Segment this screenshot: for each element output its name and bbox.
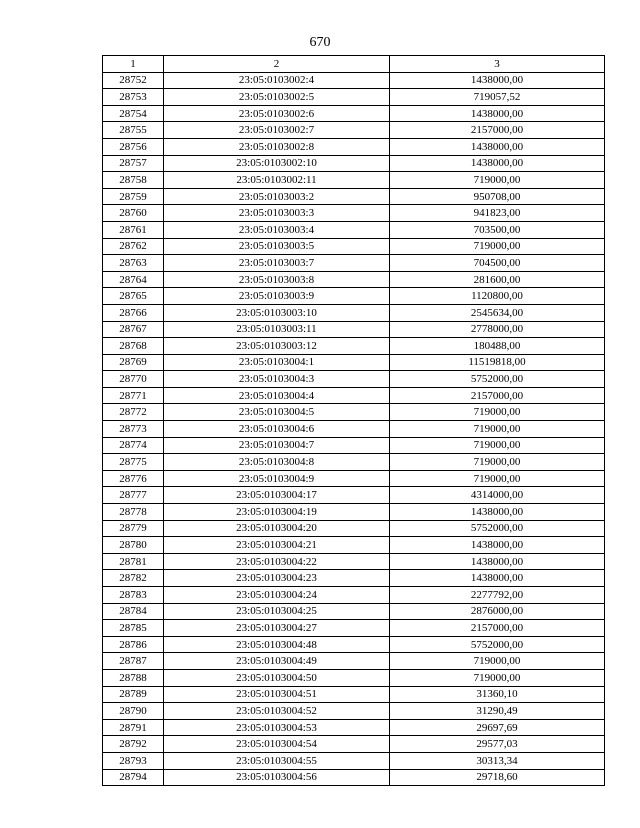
table-row xyxy=(103,537,605,554)
table-row xyxy=(103,454,605,471)
column-header-1: 1 xyxy=(103,56,164,73)
table-row xyxy=(103,421,605,438)
cadastral-number-cell: 23:05:0103004:5 xyxy=(164,404,390,421)
cadastral-number-cell: 23:05:0103003:2 xyxy=(164,188,390,205)
row-number-cell: 28756 xyxy=(103,138,164,155)
table-row xyxy=(103,221,605,238)
table-row xyxy=(103,321,605,338)
row-number-cell: 28789 xyxy=(103,686,164,703)
value-cell: 704500,00 xyxy=(390,255,605,272)
row-number-cell: 28779 xyxy=(103,520,164,537)
cadastral-number-cell: 23:05:0103002:4 xyxy=(164,72,390,89)
value-cell: 29718,60 xyxy=(390,769,605,786)
cadastral-number-cell: 23:05:0103002:7 xyxy=(164,122,390,139)
table-row xyxy=(103,504,605,521)
row-number-cell: 28787 xyxy=(103,653,164,670)
row-number-cell: 28783 xyxy=(103,587,164,604)
value-cell: 1438000,00 xyxy=(390,504,605,521)
cadastral-number-cell: 23:05:0103004:49 xyxy=(164,653,390,670)
value-cell: 29697,69 xyxy=(390,719,605,736)
table-row xyxy=(103,620,605,637)
cadastral-number-cell: 23:05:0103004:19 xyxy=(164,504,390,521)
value-cell: 1438000,00 xyxy=(390,138,605,155)
value-cell: 719000,00 xyxy=(390,172,605,189)
row-number-cell: 28790 xyxy=(103,703,164,720)
table-row xyxy=(103,338,605,355)
value-cell: 2277792,00 xyxy=(390,587,605,604)
page-number: 670 xyxy=(309,35,331,50)
row-number-cell: 28769 xyxy=(103,354,164,371)
cadastral-number-cell: 23:05:0103004:21 xyxy=(164,537,390,554)
value-cell: 2778000,00 xyxy=(390,321,605,338)
row-number-cell: 28762 xyxy=(103,238,164,255)
table-row xyxy=(103,138,605,155)
table-row xyxy=(103,371,605,388)
value-cell: 180488,00 xyxy=(390,338,605,355)
row-number-cell: 28765 xyxy=(103,288,164,305)
table-row xyxy=(103,238,605,255)
row-number-cell: 28782 xyxy=(103,570,164,587)
value-cell: 941823,00 xyxy=(390,205,605,222)
row-number-cell: 28780 xyxy=(103,537,164,554)
value-cell: 1438000,00 xyxy=(390,570,605,587)
row-number-cell: 28794 xyxy=(103,769,164,786)
cadastral-number-cell: 23:05:0103002:10 xyxy=(164,155,390,172)
cadastral-number-cell: 23:05:0103004:23 xyxy=(164,570,390,587)
table-row xyxy=(103,172,605,189)
table-row xyxy=(103,188,605,205)
table-row xyxy=(103,553,605,570)
cadastral-number-cell: 23:05:0103004:7 xyxy=(164,437,390,454)
value-cell: 719000,00 xyxy=(390,404,605,421)
table-row xyxy=(103,752,605,769)
table-row xyxy=(103,89,605,106)
cadastral-number-cell: 23:05:0103002:8 xyxy=(164,138,390,155)
cadastral-number-cell: 23:05:0103004:1 xyxy=(164,354,390,371)
table-row xyxy=(103,288,605,305)
table-row xyxy=(103,105,605,122)
value-cell: 1438000,00 xyxy=(390,105,605,122)
table-row xyxy=(103,653,605,670)
value-cell: 2157000,00 xyxy=(390,122,605,139)
value-cell: 719000,00 xyxy=(390,437,605,454)
row-number-cell: 28758 xyxy=(103,172,164,189)
row-number-cell: 28776 xyxy=(103,470,164,487)
cadastral-number-cell: 23:05:0103004:6 xyxy=(164,421,390,438)
value-cell: 719000,00 xyxy=(390,669,605,686)
table-row xyxy=(103,404,605,421)
value-cell: 31290,49 xyxy=(390,703,605,720)
table-row xyxy=(103,271,605,288)
value-cell: 1438000,00 xyxy=(390,553,605,570)
value-cell: 1438000,00 xyxy=(390,155,605,172)
cadastral-number-cell: 23:05:0103002:11 xyxy=(164,172,390,189)
row-number-cell: 28768 xyxy=(103,338,164,355)
cadastral-number-cell: 23:05:0103004:24 xyxy=(164,587,390,604)
table-row xyxy=(103,703,605,720)
table-row xyxy=(103,255,605,272)
cadastral-number-cell: 23:05:0103004:17 xyxy=(164,487,390,504)
cadastral-number-cell: 23:05:0103004:51 xyxy=(164,686,390,703)
row-number-cell: 28793 xyxy=(103,752,164,769)
table-row xyxy=(103,155,605,172)
value-cell: 2157000,00 xyxy=(390,620,605,637)
table-row xyxy=(103,387,605,404)
table-row xyxy=(103,205,605,222)
cadastral-number-cell: 23:05:0103004:48 xyxy=(164,636,390,653)
value-cell: 31360,10 xyxy=(390,686,605,703)
value-cell: 4314000,00 xyxy=(390,487,605,504)
cadastral-number-cell: 23:05:0103003:11 xyxy=(164,321,390,338)
cadastral-number-cell: 23:05:0103004:22 xyxy=(164,553,390,570)
table-row xyxy=(103,769,605,786)
value-cell: 1438000,00 xyxy=(390,537,605,554)
value-cell: 719000,00 xyxy=(390,470,605,487)
value-cell: 5752000,00 xyxy=(390,520,605,537)
row-number-cell: 28788 xyxy=(103,669,164,686)
row-number-cell: 28755 xyxy=(103,122,164,139)
table-row xyxy=(103,636,605,653)
value-cell: 719057,52 xyxy=(390,89,605,106)
value-cell: 29577,03 xyxy=(390,736,605,753)
cadastral-number-cell: 23:05:0103003:3 xyxy=(164,205,390,222)
table-row xyxy=(103,354,605,371)
row-number-cell: 28786 xyxy=(103,636,164,653)
row-number-cell: 28760 xyxy=(103,205,164,222)
value-cell: 5752000,00 xyxy=(390,371,605,388)
value-cell: 719000,00 xyxy=(390,421,605,438)
cadastral-number-cell: 23:05:0103004:3 xyxy=(164,371,390,388)
value-cell: 950708,00 xyxy=(390,188,605,205)
cadastral-number-cell: 23:05:0103003:12 xyxy=(164,338,390,355)
registry-table xyxy=(102,55,605,786)
cadastral-number-cell: 23:05:0103004:27 xyxy=(164,620,390,637)
cadastral-number-cell: 23:05:0103002:5 xyxy=(164,89,390,106)
value-cell: 719000,00 xyxy=(390,653,605,670)
value-cell: 2545634,00 xyxy=(390,304,605,321)
cadastral-number-cell: 23:05:0103004:55 xyxy=(164,752,390,769)
row-number-cell: 28761 xyxy=(103,221,164,238)
table-row xyxy=(103,470,605,487)
cadastral-number-cell: 23:05:0103004:25 xyxy=(164,603,390,620)
table-body xyxy=(103,72,605,786)
value-cell: 11519818,00 xyxy=(390,354,605,371)
column-header-2: 2 xyxy=(164,56,390,73)
row-number-cell: 28791 xyxy=(103,719,164,736)
table-row xyxy=(103,122,605,139)
cadastral-number-cell: 23:05:0103003:9 xyxy=(164,288,390,305)
cadastral-number-cell: 23:05:0103004:52 xyxy=(164,703,390,720)
value-cell: 719000,00 xyxy=(390,454,605,471)
row-number-cell: 28777 xyxy=(103,487,164,504)
cadastral-number-cell: 23:05:0103004:20 xyxy=(164,520,390,537)
table-row xyxy=(103,487,605,504)
cadastral-number-cell: 23:05:0103004:53 xyxy=(164,719,390,736)
value-cell: 281600,00 xyxy=(390,271,605,288)
row-number-cell: 28763 xyxy=(103,255,164,272)
value-cell: 2157000,00 xyxy=(390,387,605,404)
cadastral-number-cell: 23:05:0103003:5 xyxy=(164,238,390,255)
cadastral-number-cell: 23:05:0103004:54 xyxy=(164,736,390,753)
row-number-cell: 28784 xyxy=(103,603,164,620)
cadastral-number-cell: 23:05:0103004:4 xyxy=(164,387,390,404)
table-row xyxy=(103,72,605,89)
column-header-3: 3 xyxy=(390,56,605,73)
row-number-cell: 28767 xyxy=(103,321,164,338)
value-cell: 30313,34 xyxy=(390,752,605,769)
cadastral-number-cell: 23:05:0103004:8 xyxy=(164,454,390,471)
row-number-cell: 28785 xyxy=(103,620,164,637)
table-header xyxy=(103,56,605,73)
value-cell: 719000,00 xyxy=(390,238,605,255)
row-number-cell: 28792 xyxy=(103,736,164,753)
table-row xyxy=(103,736,605,753)
row-number-cell: 28771 xyxy=(103,387,164,404)
row-number-cell: 28778 xyxy=(103,504,164,521)
cadastral-number-cell: 23:05:0103004:9 xyxy=(164,470,390,487)
row-number-cell: 28759 xyxy=(103,188,164,205)
value-cell: 2876000,00 xyxy=(390,603,605,620)
table-row xyxy=(103,686,605,703)
value-cell: 1120800,00 xyxy=(390,288,605,305)
cadastral-number-cell: 23:05:0103003:10 xyxy=(164,304,390,321)
row-number-cell: 28764 xyxy=(103,271,164,288)
row-number-cell: 28772 xyxy=(103,404,164,421)
table-row xyxy=(103,304,605,321)
cadastral-number-cell: 23:05:0103003:7 xyxy=(164,255,390,272)
value-cell: 703500,00 xyxy=(390,221,605,238)
cadastral-number-cell: 23:05:0103004:56 xyxy=(164,769,390,786)
row-number-cell: 28754 xyxy=(103,105,164,122)
value-cell: 1438000,00 xyxy=(390,72,605,89)
cadastral-number-cell: 23:05:0103003:4 xyxy=(164,221,390,238)
row-number-cell: 28775 xyxy=(103,454,164,471)
row-number-cell: 28770 xyxy=(103,371,164,388)
table-row xyxy=(103,520,605,537)
cadastral-number-cell: 23:05:0103003:8 xyxy=(164,271,390,288)
cadastral-number-cell: 23:05:0103004:50 xyxy=(164,669,390,686)
table-row xyxy=(103,719,605,736)
table-row xyxy=(103,669,605,686)
cadastral-number-cell: 23:05:0103002:6 xyxy=(164,105,390,122)
header-row xyxy=(103,56,605,73)
table-row xyxy=(103,603,605,620)
table-row xyxy=(103,587,605,604)
row-number-cell: 28753 xyxy=(103,89,164,106)
row-number-cell: 28757 xyxy=(103,155,164,172)
row-number-cell: 28774 xyxy=(103,437,164,454)
row-number-cell: 28766 xyxy=(103,304,164,321)
row-number-cell: 28781 xyxy=(103,553,164,570)
table-row xyxy=(103,570,605,587)
row-number-cell: 28773 xyxy=(103,421,164,438)
table-row xyxy=(103,437,605,454)
row-number-cell: 28752 xyxy=(103,72,164,89)
value-cell: 5752000,00 xyxy=(390,636,605,653)
